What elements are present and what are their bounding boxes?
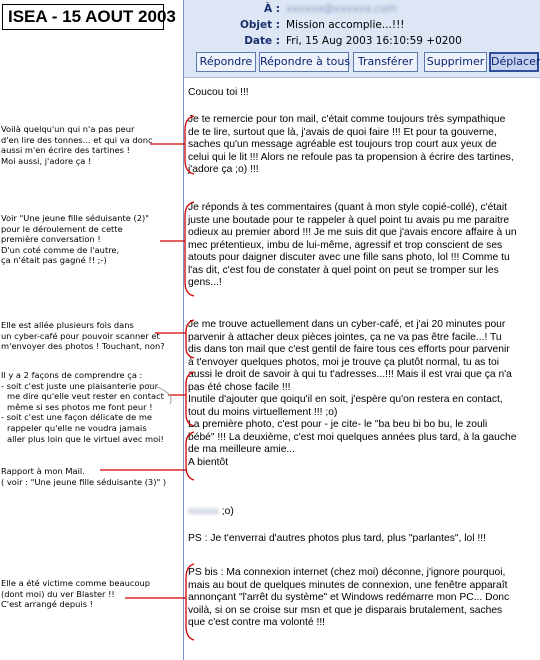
mail-window: [183, 0, 540, 660]
forward-button[interactable]: Transférer: [353, 52, 418, 72]
paragraph-line: pas été chose facile !!!: [188, 381, 291, 393]
paragraph-line: Je réponds à tes commentaires (quant à mon style copié-collé), c'était: [188, 202, 508, 213]
annotation-first-conversation: [1, 213, 187, 266]
delete-button[interactable]: Supprimer: [424, 52, 487, 72]
to-row: [184, 1, 540, 17]
paragraph-line: bébé" !!! La deuxième, c'est moi quelques années plus tard, à la gauche: [188, 431, 517, 443]
move-button[interactable]: Déplacer: [489, 52, 539, 72]
annotation-cyber-cafe: [1, 320, 187, 352]
paragraph-line: voilà, si on se croise sur msn et que je disparais brutalement, saches: [188, 604, 503, 616]
paragraph-line: j'adore ça ;o) !!!: [188, 164, 259, 175]
annotation-line: Elle a été victime comme beaucoup: [1, 578, 150, 588]
paragraph-line: de ma meilleure amie...: [188, 444, 296, 455]
subject-row: [184, 17, 540, 33]
annotation-line: ( voir : "Une jeune fille séduisante (3)" ): [1, 476, 167, 487]
annotation-line: rappeler qu'elle ne voudra jamais: [7, 422, 147, 433]
annotation-line: un cyber-café pour pouvoir scanner et: [1, 330, 160, 341]
annotation-reading: [1, 124, 187, 166]
annotation-line: (dont moi) du ver Blaster !!: [1, 588, 115, 599]
annotation-line: ça n'était pas gagné !! ;-): [1, 255, 107, 266]
postscript: [188, 533, 538, 546]
paragraph-line: A bientôt: [188, 456, 229, 468]
signature-line: [188, 506, 538, 519]
annotation-line: Voir "Une jeune fille séduisante (2)": [1, 213, 150, 223]
annotation-blaster: [1, 578, 187, 610]
annotation-line: d'en lire des tonnes... et qui va donc: [1, 134, 153, 145]
annotation-line: aller plus loin que le virtuel avec moi!: [7, 433, 164, 444]
reply-all-button[interactable]: Répondre à tous: [259, 52, 349, 72]
paragraph-2: [188, 202, 538, 290]
subject-value: Mission accomplie...!!!: [286, 19, 405, 31]
paragraph-line: Inutile d'ajouter que qoiqu'il en soit, j'espère qu'on restera en contact,: [188, 394, 503, 405]
paragraph-line: mec prétentieux, imbu de lui-même, agressif et trop conscient de ses: [188, 239, 503, 251]
annotation-line: Moi aussi, j'adore ça !: [1, 155, 92, 166]
paragraph-line: l'as dit, c'est fou de constater à quel point on peut se tromper sur les: [188, 264, 499, 276]
mail-toolbar: [184, 52, 540, 74]
paragraph-line: aussi le droit de savoir à qui tu t'adresses...!!! Mais il est vrai que ça n'a: [188, 369, 512, 380]
subject-label: Objet :: [239, 19, 280, 31]
signature-suffix: ;o): [221, 506, 234, 517]
annotation-line: même si ses photos me font peur !: [7, 401, 153, 412]
annotation-line: Il y a 2 façons de comprendre ça :: [1, 370, 143, 380]
paragraph-line: saches qu'un message agréable est toujours trop court aux yeux de: [188, 139, 497, 150]
paragraph-1: [188, 114, 538, 177]
greeting: [188, 87, 538, 100]
annotation-line: C'est arrangé depuis !: [1, 599, 93, 610]
to-label: À :: [264, 3, 280, 15]
annotation-line: m'envoyer des photos ! Touchant, non?: [1, 341, 165, 352]
paragraph-line: La première photo, c'est pour - je cite- le "ba beu bi bo bu, le zouli: [188, 419, 488, 430]
paragraph-line: atouts pour daigner discuter avec une fille sans photo, lol !!! Comme tu: [188, 252, 510, 263]
paragraph-line: odieux au premier abord !!! Je me suis dit que j'avais encore affaire à un: [188, 227, 517, 238]
postscript-bis: [188, 567, 538, 630]
to-value[interactable]: xxxxxx@xxxxxx.com: [286, 3, 397, 15]
date-value: Fri, 15 Aug 2003 16:10:59 +0200: [286, 35, 462, 47]
reply-button[interactable]: Répondre: [196, 52, 256, 72]
annotation-line: première conversation !: [1, 234, 101, 245]
mail-header: [184, 0, 540, 78]
annotation-line: me dire qu'elle veut rester en contact: [7, 391, 164, 402]
annotation-line: Rapport à mon Mail.: [1, 466, 85, 476]
paragraph-line: juste une boutade pour te rappeler à quel point tu avais pu me paraitre: [188, 214, 510, 226]
signature-name: xxxxxx: [188, 506, 219, 517]
greeting-line: Coucou toi !!!: [188, 87, 249, 98]
date-label: Date :: [244, 35, 280, 47]
paragraph-line: dis dans ton mail que c'est gentil de faire tous ces efforts pour parvenir: [188, 344, 510, 355]
paragraph-line: que c'est contre ma volonté !!!: [188, 617, 326, 628]
date-row: [184, 33, 540, 49]
annotation-report: [1, 466, 187, 487]
paragraph-line: celui qui le lit !!! Alors ne refoule pas ta propension à écrire des tartines,: [188, 151, 514, 163]
annotation-line: pour le déroulement de cette: [1, 223, 123, 234]
annotation-line: aussi m'en écrire des tartines !: [1, 145, 130, 156]
annotation-line: D'un coté comme de l'autre,: [1, 244, 120, 255]
paragraph-line: à t'envoyer quelques photos, moi je trouve ça plutôt normal, tu as toi: [188, 356, 500, 368]
paragraph-line: gens...!: [188, 277, 222, 288]
paragraph-line: annonçant "l'arrêt du système" et Windows redémarre mon PC... Donc: [188, 592, 510, 603]
annotation-line: Voilà quelqu'un qui n'a pas peur: [1, 124, 135, 134]
paragraph-line: Je me trouve actuellement dans un cyber-café, et j'ai 20 minutes pour: [188, 319, 506, 330]
annotation-line: Elle est allée plusieurs fois dans: [1, 320, 134, 330]
annotation-line: - soit c'est une façon délicate de me: [1, 412, 153, 423]
postscript-line: PS : Je t'enverrai d'autres photos plus tard, plus "parlantes", lol !!!: [188, 533, 486, 544]
paragraph-line: Je te remercie pour ton mail, c'était comme toujours très sympathique: [188, 114, 506, 125]
page-title: ISEA - 15 AOUT 2003: [2, 4, 164, 30]
message-body: [184, 78, 540, 660]
paragraph-line: mais au bout de quelques minutes de connexion, une fenêtre apparaît: [188, 579, 508, 591]
paragraph-line: PS bis : Ma connexion internet (chez moi) déconne, j'ignore pourquoi,: [188, 567, 506, 578]
annotation-line: - soit c'est juste une plaisanterie pour: [1, 380, 158, 391]
signature: [188, 506, 538, 519]
paragraph-3: [188, 319, 538, 469]
annotation-two-ways: [1, 370, 187, 444]
paragraph-line: parvenir à attacher deux pièces jointes, ça ne va pas être facile...! Tu: [188, 331, 502, 343]
paragraph-line: tout du moins virtuellement !!! ;o): [188, 406, 338, 418]
paragraph-line: de te lire, surtout que là, j'avais de quoi faire !!! Et pour ta gouverne,: [188, 126, 497, 138]
